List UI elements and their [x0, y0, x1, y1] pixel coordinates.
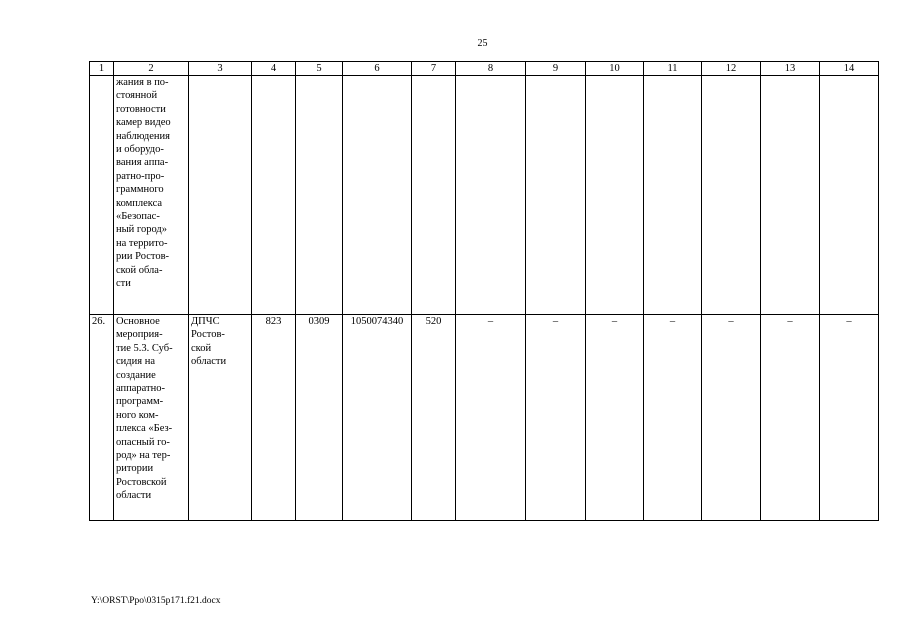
description-line: ный город»: [116, 224, 168, 236]
description-line: аппаратно-: [116, 383, 166, 395]
footer-file-path: Y:\ORST\Ppo\0315p171.f21.docx: [91, 596, 221, 606]
column-header: 8: [456, 62, 526, 76]
column-header: 14: [820, 62, 879, 76]
description-line: комплекса: [116, 197, 163, 209]
description-line: ской обла-: [116, 264, 163, 276]
row-number-cell: 26.: [90, 315, 114, 521]
value-cell: –: [456, 315, 526, 521]
description-line: на террито-: [116, 237, 168, 249]
grbs-cell: [252, 76, 296, 315]
description-line: программ-: [116, 396, 164, 408]
table-row-26: [90, 315, 879, 521]
description-line: род» на тер-: [116, 450, 171, 462]
description-line: ритории: [116, 463, 154, 475]
executor-line: области: [191, 356, 227, 368]
column-header: 4: [252, 62, 296, 76]
description-line: и оборудо-: [116, 144, 164, 156]
executor-line: ДПЧС: [191, 316, 220, 327]
description-line: тие 5.3. Суб-: [116, 342, 173, 354]
description-line: сти: [116, 278, 131, 290]
description-line: наблюдения: [116, 130, 170, 142]
description-line: вания аппа-: [116, 157, 169, 169]
row-number-cell: [90, 76, 114, 315]
executor-line: ской: [191, 342, 212, 354]
description-line: рии Ростов-: [116, 251, 170, 263]
description-line: граммного: [116, 184, 164, 196]
value-cell: [702, 76, 761, 315]
description-line: жания в по-: [116, 77, 169, 88]
value-cell: [761, 76, 820, 315]
executor-line: Ростов-: [191, 329, 225, 341]
column-header: 2: [114, 62, 189, 76]
column-header: 10: [586, 62, 644, 76]
table-header-row: [90, 62, 879, 76]
column-header: 3: [189, 62, 252, 76]
grbs-cell: 823: [252, 315, 296, 521]
csr-cell: [343, 76, 412, 315]
budget-table: [89, 61, 879, 521]
description-line: стоянной: [116, 90, 158, 102]
rzpr-cell: 0309: [296, 315, 343, 521]
description-line: камер видео: [116, 117, 171, 129]
rzpr-cell: [296, 76, 343, 315]
value-cell: –: [586, 315, 644, 521]
column-header: 7: [412, 62, 456, 76]
description-cell: [114, 76, 189, 315]
value-cell: [456, 76, 526, 315]
value-cell: –: [644, 315, 702, 521]
column-header: 1: [90, 62, 114, 76]
table-row-continued: [90, 76, 879, 315]
value-cell: [644, 76, 702, 315]
description-line: плекса «Без-: [116, 423, 173, 435]
executor-cell: [189, 76, 252, 315]
value-cell: –: [526, 315, 586, 521]
description-line: создание: [116, 369, 156, 381]
column-header: 9: [526, 62, 586, 76]
column-header: 12: [702, 62, 761, 76]
description-line: готовности: [116, 103, 166, 115]
value-cell: [526, 76, 586, 315]
value-cell: –: [820, 315, 879, 521]
column-header: 13: [761, 62, 820, 76]
value-cell: [586, 76, 644, 315]
vr-cell: 520: [412, 315, 456, 521]
description-line: «Безопас-: [116, 211, 160, 223]
value-cell: [820, 76, 879, 315]
description-cell: [114, 315, 189, 521]
description-line: мероприя-: [116, 329, 163, 341]
description-line: Основное: [116, 316, 160, 327]
value-cell: –: [761, 315, 820, 521]
description-line: опасный го-: [116, 436, 170, 448]
column-header: 5: [296, 62, 343, 76]
page-number: 25: [477, 38, 488, 49]
executor-cell: [189, 315, 252, 521]
description-line: ратно-про-: [116, 170, 165, 182]
description-line: ного ком-: [116, 409, 159, 421]
value-cell: –: [702, 315, 761, 521]
vr-cell: [412, 76, 456, 315]
description-line: сидия на: [116, 356, 155, 368]
csr-cell: 1050074340: [343, 315, 412, 521]
description-line: Ростовской: [116, 476, 167, 488]
description-line: области: [116, 490, 152, 502]
column-header: 11: [644, 62, 702, 76]
column-header: 6: [343, 62, 412, 76]
